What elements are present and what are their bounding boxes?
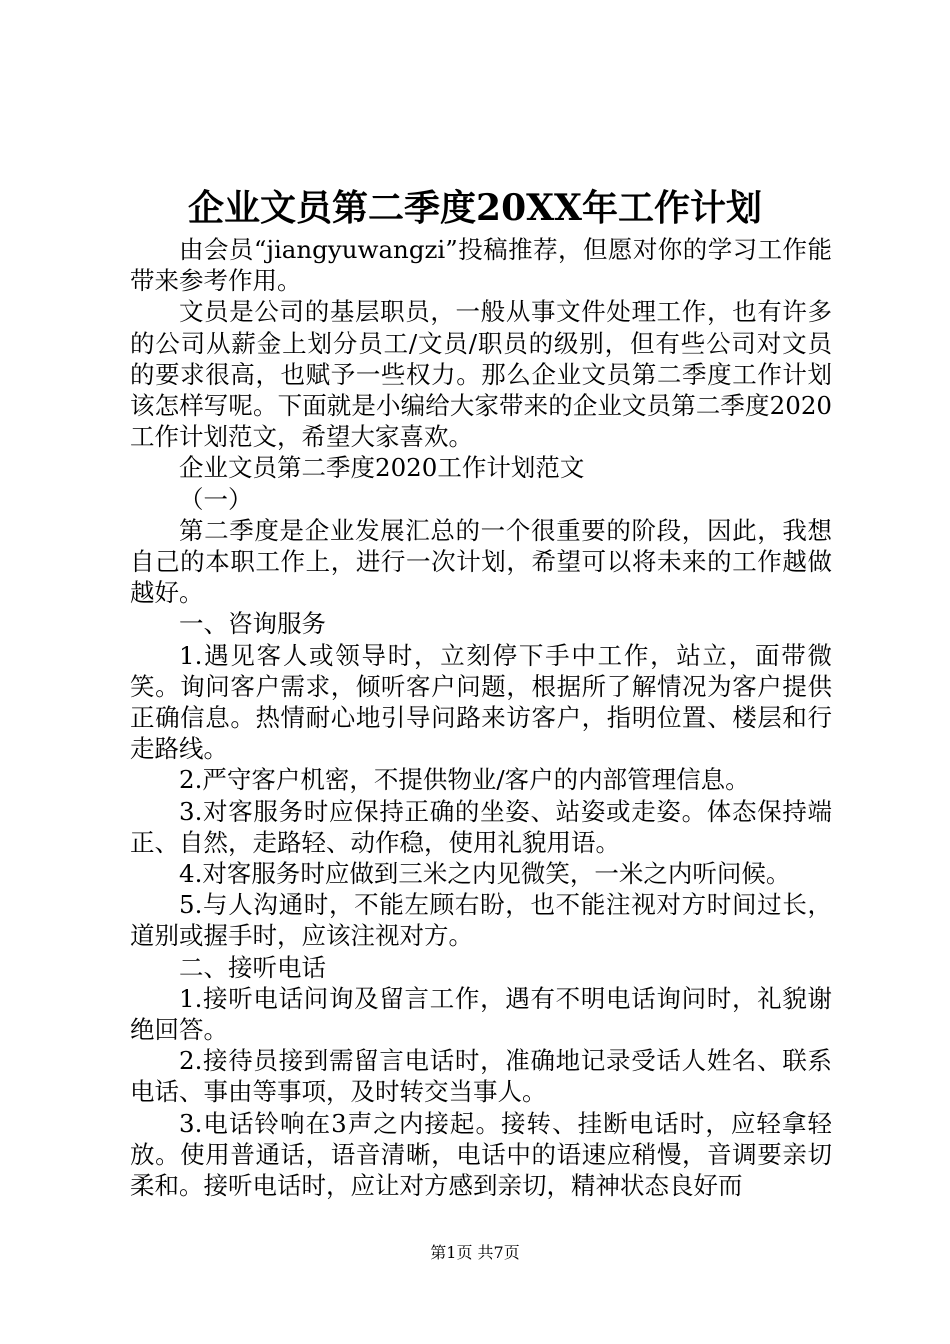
list-item: 1.接听电话问询及留言工作，遇有不明电话询问时，礼貌谢绝回答。 [130, 983, 832, 1045]
list-item: 3.对客服务时应保持正确的坐姿、站姿或走姿。体态保持端正、自然，走路轻、动作稳，使用礼貌用语。 [130, 796, 832, 857]
heading-answer-phone: 二、接听电话 [179, 952, 326, 982]
section-heading: 企业文员第二季度2020工作计划范文 [179, 453, 585, 483]
subsection-number: （一） [179, 484, 253, 514]
paragraph-opening: 第二季度是企业发展汇总的一个很重要的阶段，因此，我想自己的本职工作上，进行一次计划，希望可以将未来的工作越做越好。 [130, 515, 832, 608]
document-body [130, 234, 832, 1201]
list-item: 2.接待员接到需留言电话时，准确地记录受话人姓名、联系电话、事由等事项，及时转交当事人。 [130, 1046, 832, 1107]
list-item: 4.对客服务时应做到三米之内见微笑，一米之内听问候。 [179, 859, 791, 889]
page-footer: 第1页 共7页 [430, 1243, 520, 1262]
list-item: 3.电话铃响在3声之内接起。接转、挂断电话时，应轻拿轻放。使用普通话，语音清晰，电话中的语速应稍慢，音调要亲切柔和。接听电话时，应让对方感到亲切，精神状态良好而 [130, 1108, 832, 1201]
heading-consulting-service: 一、咨询服务 [179, 609, 326, 639]
document-title: 企业文员第二季度20XX年工作计划 [188, 187, 762, 229]
paragraph-description: 文员是公司的基层职员，一般从事文件处理工作，也有许多的公司从薪金上划分员工/文员/职员的级别，但有些公司对文员的要求很高，也赋予一些权力。那么企业文员第二季度工作计划该怎样写呢。下面就是小编给大家带来的企业文员第二季度2020工作计划范文，希望大家喜欢。 [130, 297, 832, 452]
list-item: 1.遇见客人或领导时，立刻停下手中工作，站立，面带微笑。询问客户需求，倾听客户问题，根据所了解情况为客户提供正确信息。热情耐心地引导问路来访客户，指明位置、楼层和行走路线。 [130, 640, 832, 764]
list-item: 2.严守客户机密，不提供物业/客户的内部管理信息。 [179, 765, 750, 795]
list-item: 5.与人沟通时，不能左顾右盼，也不能注视对方时间过长，道别或握手时，应该注视对方。 [130, 890, 832, 951]
paragraph-intro: 由会员“jiangyuwangzi”投稿推荐，但愿对你的学习工作能带来参考作用。 [130, 235, 832, 296]
